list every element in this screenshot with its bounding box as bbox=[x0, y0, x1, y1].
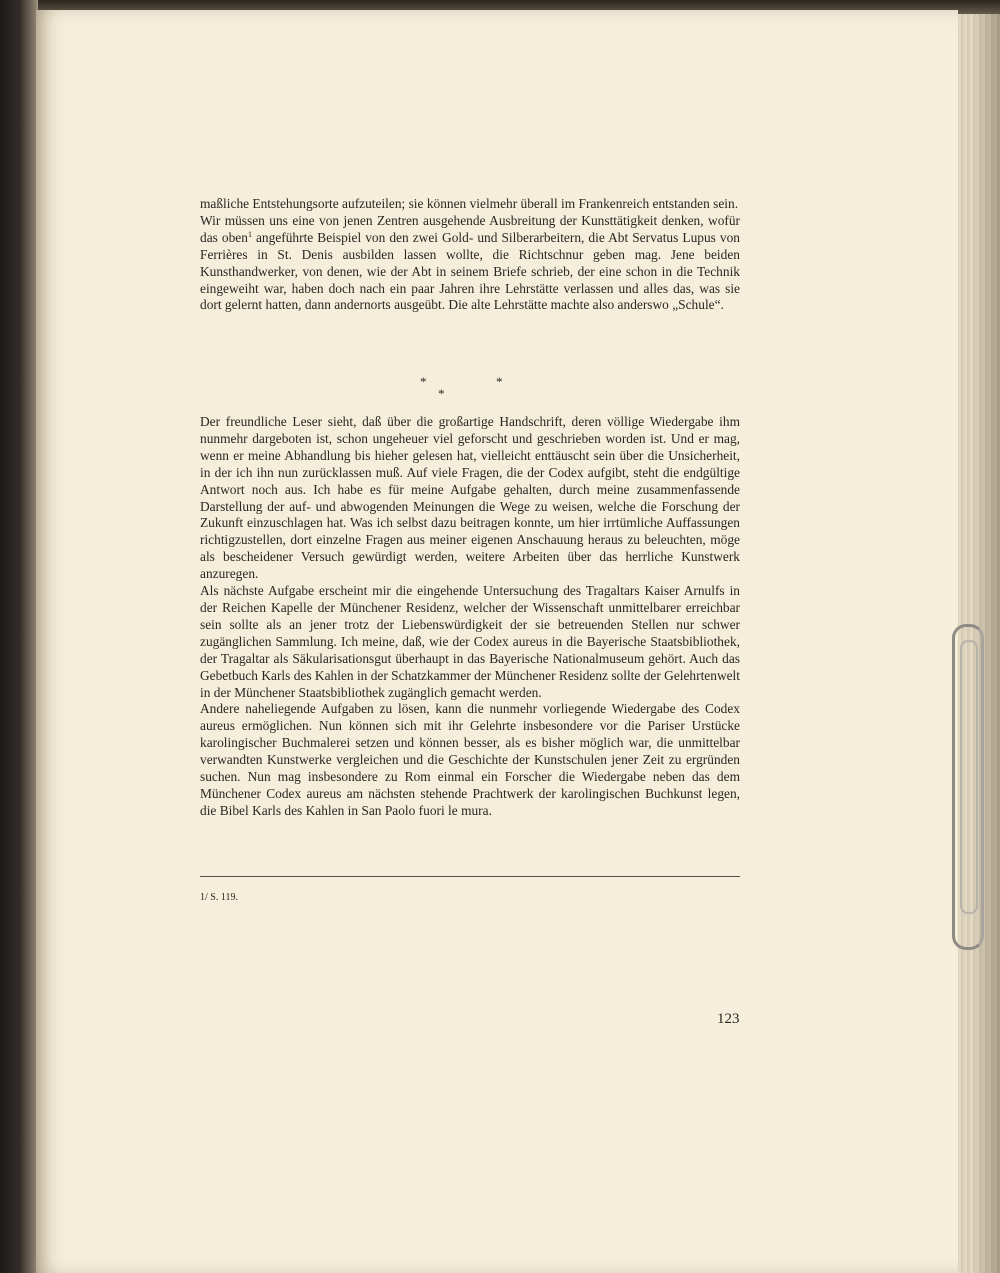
paragraph-5: Andere naheliegende Aufgaben zu lösen, kann die nunmehr vorliegende Wiedergabe des Codex aureus ermöglichen. Nun können sich mit ihr Gelehrte insbesondere vor die Pariser Urstücke karolingischer Buchmalerei setzen und können besser, als es bisher möglich war, die unmittelbar verwandten Kunstwerke vergleichen und die Geschichte der Kunstschulen jener Zeit zu ergründen suchen. Nun mag insbesondere zu Rom einmal ein Forscher die Wiedergabe neben das dem Münchener Codex aureus am nächsten stehende Prachtwerk der karolingischen Buchkunst legen, die Bibel Karls des Kahlen in San Paolo fuori le mura. bbox=[200, 701, 740, 818]
text-block-main bbox=[200, 414, 740, 820]
paragraph-2-end: angeführte Beispiel von den zwei Gold- und Silberarbeitern, die Abt Servatus Lupus von Ferrières in St. Denis ausbilden lassen wollte, die Richtschnur geben mag. Jene beiden Kunsthandwerker, von denen, wie der Abt in seinem Briefe schrieb, der eine schon in die Technik eingeweiht war, haben doch nach ein paar Jahren ihre Lehrstätte verlassen und alles das, was sie dort gelernt hatten, dann andernorts ausgeübt. Die alte Lehrstätte machte also anderswo „Schule“. bbox=[200, 229, 740, 313]
paragraph-4: Als nächste Aufgabe erscheint mir die eingehende Untersuchung des Tragaltars Kaiser Arnulfs in der Reichen Kapelle der Münchener Residenz, welcher der Wissenschaft unmittelbarer erreichbar sein sollte als an jener trotz der Liebenswürdigkeit der sie betreuenden Stellen nur schwer zugänglichen Sammlung. Ich meine, daß, wie der Codex aureus in die Bayerische Staatsbibliothek, der Tragaltar als Säkularisationsgut überhaupt in das Bayerische Nationalmuseum gehört. Auch das Gebetbuch Karls des Kahlen in der Schatzkammer der Münchener Residenz sollte der Gelehrtenwelt in der Münchener Staatsbibliothek zugänglich gemacht werden. bbox=[200, 583, 740, 700]
divider-star-left: * bbox=[420, 374, 427, 389]
divider-star-middle: * bbox=[438, 386, 445, 401]
section-divider bbox=[420, 374, 520, 404]
text-block-top bbox=[200, 196, 740, 314]
footnote-rule bbox=[200, 876, 740, 877]
paragraph-2 bbox=[200, 213, 740, 314]
page-number: 123 bbox=[717, 1011, 740, 1027]
footnote: 1/ S. 119. bbox=[200, 892, 238, 903]
footnote-reference: 1 bbox=[247, 229, 252, 239]
paragraph-1: maßliche Entstehungsorte aufzuteilen; sie können vielmehr überall im Frankenreich entstanden sein. bbox=[200, 196, 739, 211]
divider-star-right: * bbox=[496, 374, 503, 389]
paragraph-2-start: Wir müssen uns eine von jenen Zentren ausgehende Ausbreitung der Kunsttätigkeit denken, wofür das oben bbox=[200, 212, 740, 245]
paper-clip-inner bbox=[960, 640, 978, 914]
paragraph-3: Der freundliche Leser sieht, daß über die großartige Handschrift, deren völlige Wiedergabe ihm nunmehr dargeboten ist, schon ungeheuer viel geforscht und geschrieben worden ist. Und er mag, wenn er meine Abhandlung bis hieher gelesen hat, vielleicht enttäuscht sein über die Unsicherheit, in der ich ihn nun zurücklassen muß. Auf viele Fragen, die der Codex aufgibt, steht die endgültige Antwort noch aus. Ich habe es für meine Aufgabe gehalten, durch meine zusammenfassende Darstellung der auf- und abwogenden Meinungen die Wege zu weisen, welche die Forschung der Zukunft einzuschlagen hat. Was ich selbst dazu beitragen konnte, um hier irrtümliche Auffassungen richtigzustellen, dort einzelne Fragen aus meiner eigenen Anschauung heraus zu beleuchten, möge als bescheidener Versuch gewürdigt werden, weitere Arbeiten über das herrliche Kunstwerk anzuregen. bbox=[200, 414, 740, 582]
